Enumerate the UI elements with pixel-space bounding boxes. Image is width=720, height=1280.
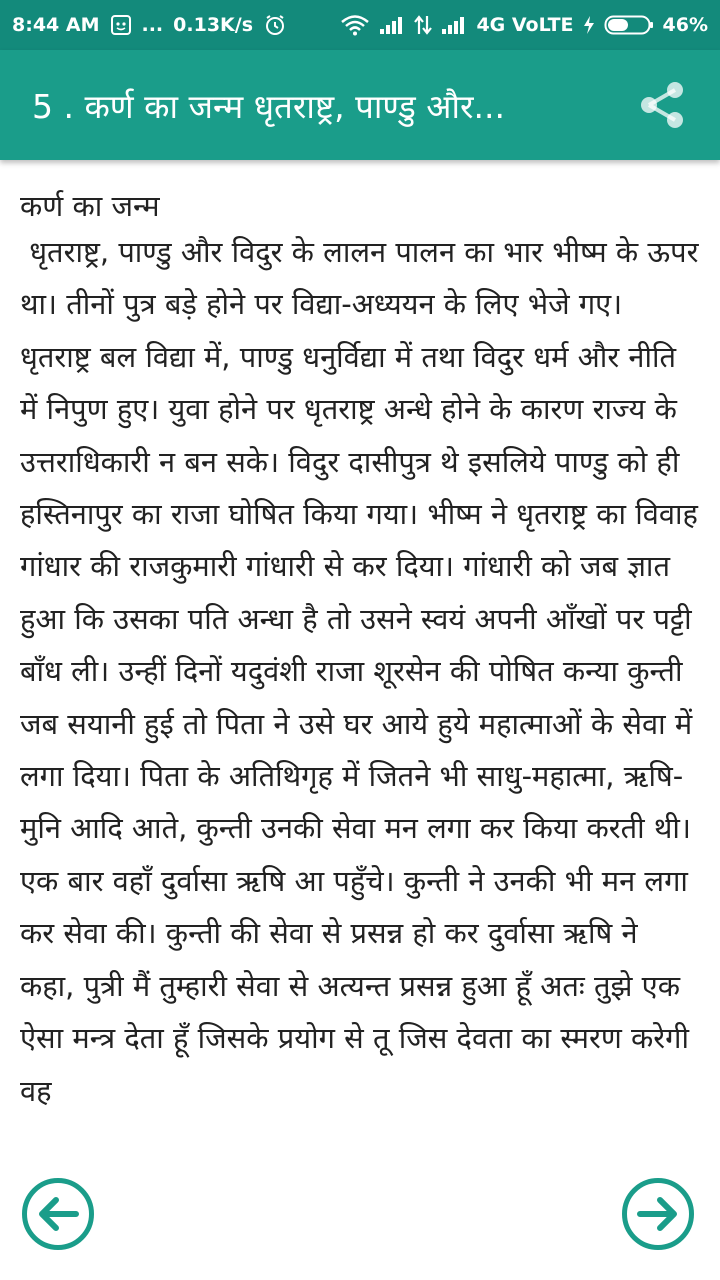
app-bar bbox=[0, 50, 720, 160]
chapter-content bbox=[20, 186, 708, 1117]
previous-chapter-button[interactable] bbox=[22, 1178, 94, 1250]
status-network: 4G VoLTE bbox=[476, 14, 574, 36]
page-title: 5 . कर्ण का जन्म धृतराष्ट्र, पाण्डु और... bbox=[32, 86, 505, 126]
arrow-left-icon bbox=[36, 1194, 80, 1234]
signal-icon bbox=[379, 15, 405, 35]
battery-icon bbox=[604, 14, 654, 36]
wifi-icon bbox=[340, 14, 370, 36]
signal-icon-2 bbox=[441, 15, 467, 35]
status-bar bbox=[0, 0, 720, 50]
chapter-text: धृतराष्ट्र, पाण्डु और विदुर के लालन पालन का भार भीष्म के ऊपर था। तीनों पुत्र बड़े होने पर विद्या-अध्ययन के लिए भेजे गए। धृतराष्ट्र बल विद्या में, पाण्डु धनुर्विद्या में तथा विदुर धर्म और नीति में निपुण हुए। युवा होने पर धृतराष्ट्र अन्धे होने के कारण राज्य के उत्तराधिकारी न बन सके। विदुर दासीपुत्र थे इसलिये पाण्डु को ही हस्तिनापुर का राजा घोषित किया गया। भीष्म ने धृतराष्ट्र का विवाह गांधार की राजकुमारी गांधारी से कर दिया। गांधारी को जब ज्ञात हुआ कि उसका पति अन्धा है तो उसने स्वयं अपनी आँखों पर पट्टी बाँध ली। उन्हीं दिनों यदुवंशी राजा शूरसेन की पोषित कन्या कुन्ती जब सयानी हुई तो पिता ने उसे घर आये हुये महात्माओं के सेवा में लगा दिया। पिता के अतिथिगृह में जितने भी साधु-महात्मा, ऋषि-मुनि आदि आते, कुन्ती उनकी सेवा मन लगा कर किया करती थी। एक बार वहाँ दुर्वासा ऋषि आ पहुँचे। कुन्ती ने उनकी भी मन लगा कर सेवा की। कुन्ती की सेवा से प्रसन्न हो कर दुर्वासा ऋषि ने कहा, पुत्री मैं तुम्हारी सेवा से अत्यन्त प्रसन्न हुआ हूँ अतः तुझे एक ऐसा मन्त्र देता हूँ जिसके प्रयोग से तू जिस देवता का स्मरण करेगी वह bbox=[20, 235, 708, 1108]
charging-icon bbox=[583, 15, 595, 35]
next-chapter-button[interactable] bbox=[622, 1178, 694, 1250]
share-button[interactable] bbox=[634, 77, 690, 133]
chapter-heading: कर्ण का जन्म bbox=[20, 189, 160, 223]
status-battery: 46% bbox=[662, 14, 708, 36]
status-speed: 0.13K/s bbox=[173, 14, 254, 36]
data-transfer-icon bbox=[414, 14, 432, 36]
share-icon bbox=[637, 80, 687, 130]
arrow-right-icon bbox=[636, 1194, 680, 1234]
status-time: 8:44 AM bbox=[12, 14, 100, 36]
notification-app-icon bbox=[110, 14, 132, 36]
alarm-icon bbox=[263, 13, 287, 37]
status-more: ... bbox=[141, 14, 164, 36]
